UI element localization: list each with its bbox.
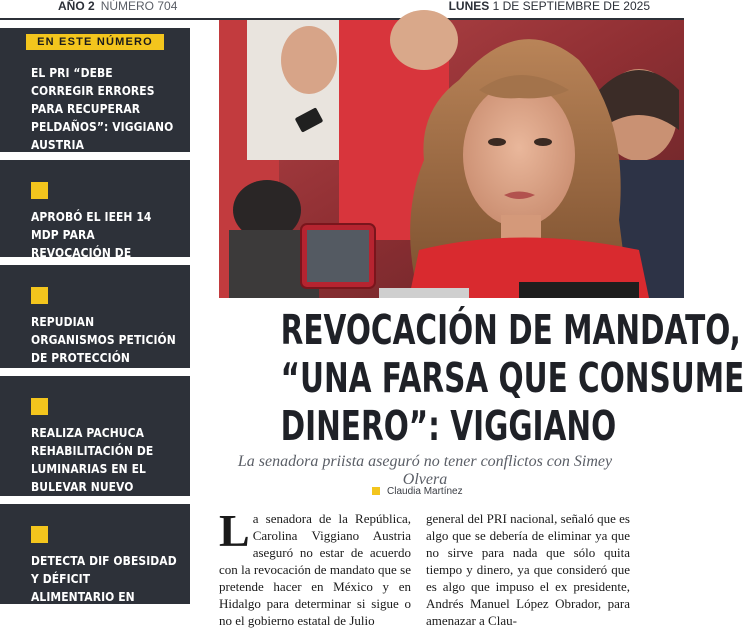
sidebar-item-2[interactable]	[0, 160, 190, 260]
in-this-issue-label: EN ESTE NÚMERO	[26, 34, 164, 50]
sidebar-item-5[interactable]	[0, 504, 190, 622]
lead-photo	[219, 20, 684, 298]
publication-date	[449, 0, 650, 12]
sidebar-item-1[interactable]	[0, 28, 190, 152]
article-column-2	[426, 510, 630, 629]
sidebar-item-4[interactable]	[0, 376, 190, 496]
masthead	[0, 0, 684, 20]
column-2-text: general del PRI nacional, señaló que es algo que se debería de eliminar ya que no sirve para nada que sólo quita tiempo y dinero, ya que consideró que es algo que impuso el ex presidente, Andrés Manuel López Obrador, para amenazar a Clau-	[426, 511, 630, 628]
sidebar-item-title: DETECTA DIF OBESIDAD Y DÉFICIT ALIMENTARIO EN INFANTES	[31, 553, 177, 622]
headline-line-3: DINERO”: VIGGIANO	[280, 402, 617, 450]
date-text: 1 DE SEPTIEMBRE DE 2025	[492, 0, 650, 13]
yellow-square-icon	[31, 398, 48, 415]
byline	[372, 486, 463, 497]
photo-illustration	[219, 20, 684, 298]
yellow-square-icon	[31, 182, 48, 199]
yellow-square-icon	[372, 487, 380, 495]
issue-info	[58, 0, 177, 12]
sidebar-item-title: APROBÓ EL IEEH 14 MDP PARA REVOCACIÓN DE	[31, 209, 152, 260]
headline-line-1: REVOCACIÓN DE MANDATO,	[280, 306, 741, 354]
article-column-1	[219, 505, 411, 629]
issue-number: NÚMERO 704	[100, 0, 178, 13]
sidebar-in-this-issue	[0, 28, 190, 622]
headline	[219, 306, 744, 450]
sidebar-item-3[interactable]	[0, 265, 190, 368]
article-subtitle: La senadora priista aseguró no tener conflictos con Simey Olvera	[237, 453, 613, 488]
yellow-square-icon	[31, 526, 48, 543]
sidebar-item-title: EL PRI “DEBE CORREGIR ERRORES PARA RECUPERAR PELDAÑOS”: VIGGIANO AUSTRIA	[31, 65, 174, 152]
headline-line-2: “UNA FARSA QUE CONSUME	[280, 354, 744, 402]
yellow-square-icon	[31, 287, 48, 304]
year-label: AÑO 2	[58, 0, 95, 13]
sidebar-item-title: REALIZA PACHUCA REHABILITACIÓN DE LUMINARIAS EN EL BULEVAR NUEVO	[31, 425, 154, 494]
drop-cap: L	[219, 505, 250, 556]
sidebar-item-title: REPUDIAN ORGANISMOS PETICIÓN DE PROTECCIÓN	[31, 314, 176, 365]
weekday: LUNES	[448, 0, 490, 13]
author-name: Claudia Martínez	[387, 486, 463, 497]
column-1-text: a senadora de la República, Carolina Viggiano Austria aseguró no estar de acuerdo con la revocación de mandato que se pretende hacer en México y en Hidalgo para determinar si sigue o no el gobierno estatal de Julio	[219, 511, 411, 628]
